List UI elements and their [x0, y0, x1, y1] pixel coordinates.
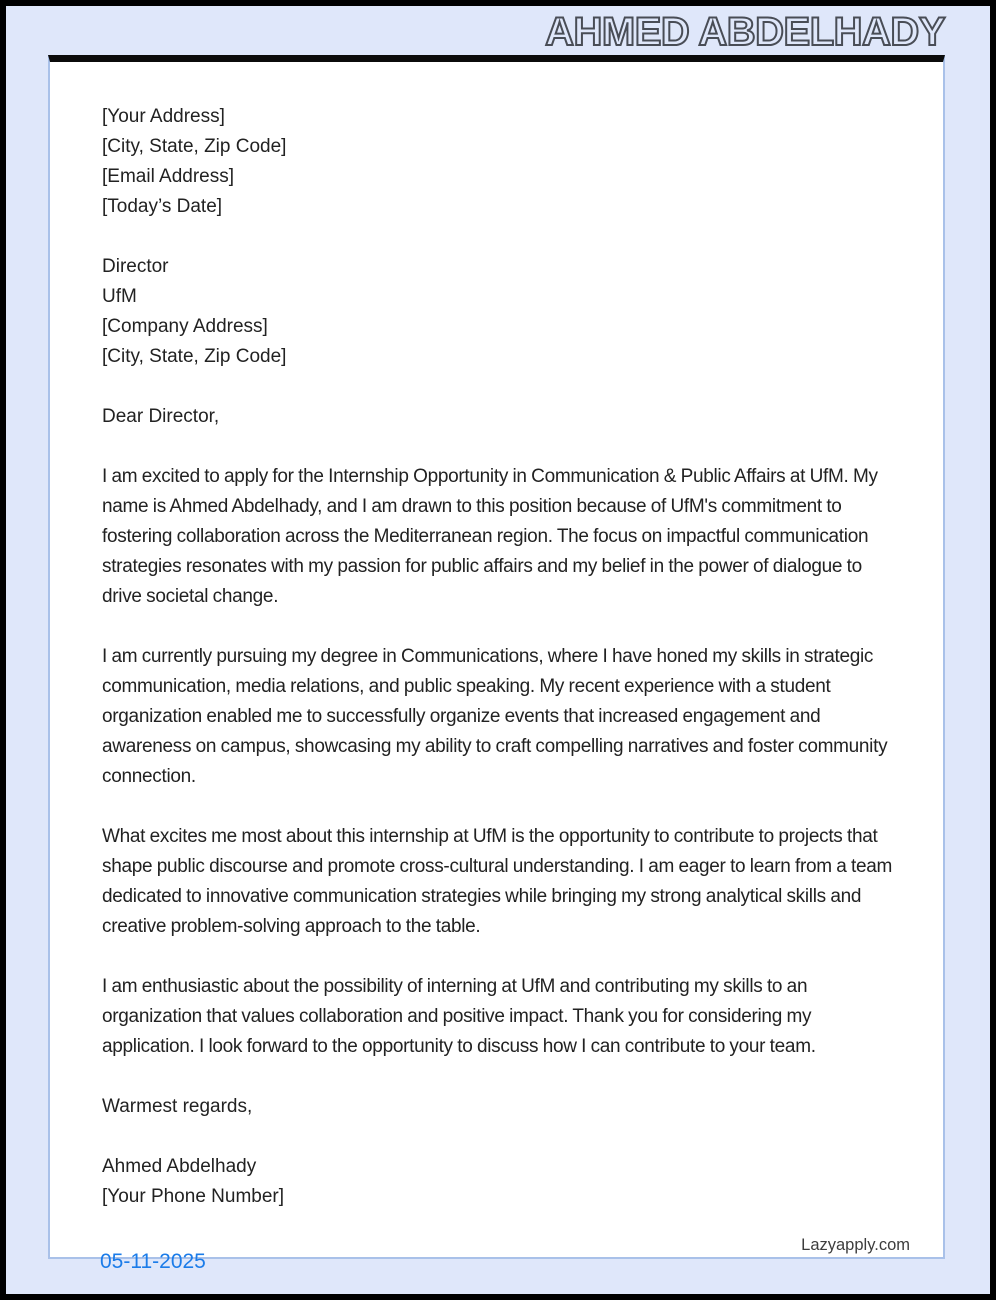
signature-block: [102, 1152, 894, 1212]
body-paragraph-4: I am enthusiastic about the possibility of interning at UfM and contributing my skills to an organization that values collaboration and positive impact. Thank you for considering my application. I look forward to the opportunity to discuss how I can contribute to your team.: [102, 976, 816, 1057]
body-paragraph-3: What excites me most about this internship at UfM is the opportunity to contribute to projects that shape public discourse and promote cross-cultural understanding. I am eager to learn from a team dedicated to innovative communication strategies while bringing my strong analytical skills and creative problem-solving approach to the table.: [102, 826, 893, 937]
sender-email-line: [Email Address]: [102, 166, 234, 187]
lazyapply-watermark: Lazyapply.com: [801, 1236, 910, 1254]
letter-page: [48, 55, 945, 1259]
sender-city-line: [City, State, Zip Code]: [102, 136, 287, 157]
recipient-company-line: UfM: [102, 286, 137, 307]
salutation: Dear Director,: [102, 406, 220, 427]
signature-name: Ahmed Abdelhady: [102, 1156, 257, 1177]
recipient-city-line: [City, State, Zip Code]: [102, 346, 287, 367]
recipient-block: [102, 252, 894, 372]
sender-date-line: [Today’s Date]: [102, 196, 223, 217]
signature-phone: [Your Phone Number]: [102, 1186, 285, 1207]
recipient-title-line: Director: [102, 256, 169, 277]
sign-off: Warmest regards,: [102, 1096, 253, 1117]
letter-content: [50, 62, 943, 1212]
body-paragraph-1: I am excited to apply for the Internship Opportunity in Communication & Public Affairs at UfM. My name is Ahmed Abdelhady, and I am drawn to this position because of UfM's commitment to fostering collaboration across the Mediterranean region. The focus on impactful communication strategies resonates with my passion for public affairs and my belief in the power of dialogue to drive societal change.: [102, 466, 878, 607]
recipient-address-line: [Company Address]: [102, 316, 268, 337]
sender-address-block: [102, 102, 894, 222]
body-paragraph-2: I am currently pursuing my degree in Communications, where I have honed my skills in strategic communication, media relations, and public speaking. My recent experience with a student organization enabled me to successfully organize events that increased engagement and awareness on campus, showcasing my ability to craft compelling narratives and foster community connection.: [102, 646, 888, 787]
candidate-name-header: AHMED ABDELHADY: [545, 10, 945, 54]
document-date: 05-11-2025: [100, 1250, 206, 1273]
sender-address-line: [Your Address]: [102, 106, 225, 127]
